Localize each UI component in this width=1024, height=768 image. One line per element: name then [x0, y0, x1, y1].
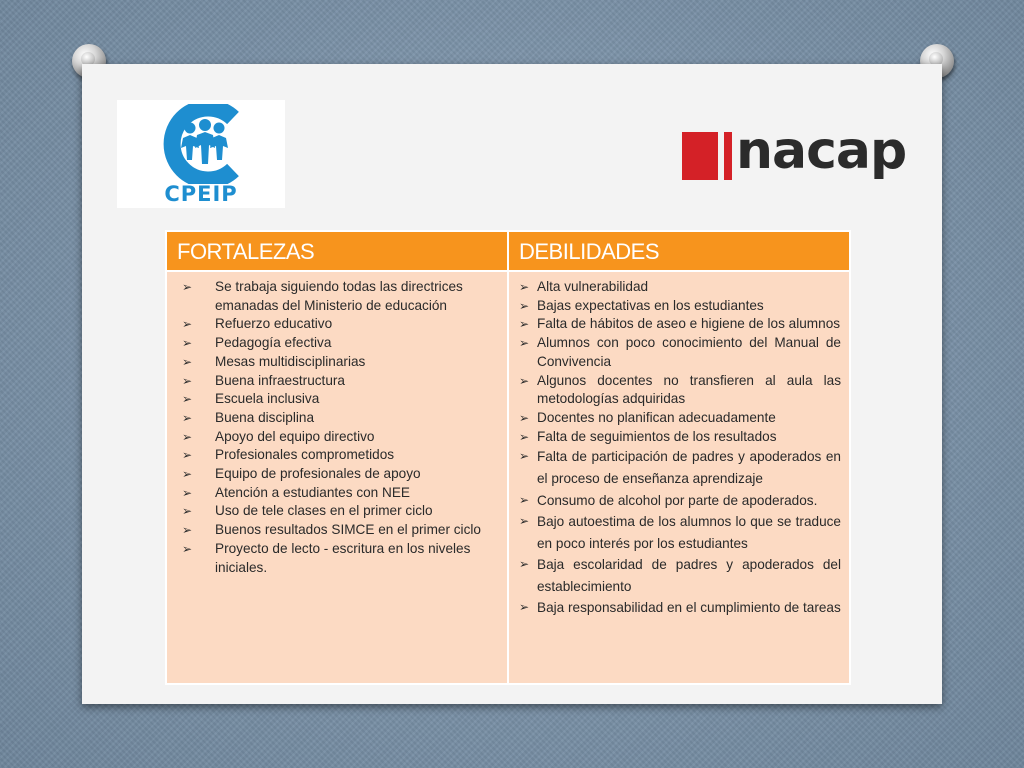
inacap-mark-icon	[682, 132, 732, 180]
arrow-bullet-icon: ➢	[182, 373, 193, 388]
arrow-bullet-icon: ➢	[182, 504, 193, 519]
arrow-bullet-icon: ➢	[519, 317, 530, 332]
list-item-text: Apoyo del equipo directivo	[215, 428, 375, 444]
list-item	[175, 372, 499, 391]
fortalezas-cell	[166, 271, 508, 684]
list-item	[517, 278, 841, 297]
debilidades-cell	[508, 271, 850, 684]
list-item	[175, 315, 499, 334]
list-item	[175, 334, 499, 353]
list-item-text: Bajas expectativas en los estudiantes	[537, 297, 764, 313]
list-item	[175, 409, 499, 428]
list-item	[175, 390, 499, 409]
cpeip-emblem-icon	[153, 104, 249, 184]
arrow-bullet-icon: ➢	[182, 541, 193, 556]
list-item	[517, 490, 841, 512]
list-item	[517, 334, 841, 371]
header-fortalezas: FORTALEZAS	[166, 231, 508, 271]
arrow-bullet-icon: ➢	[519, 410, 530, 425]
list-item-text: Atención a estudiantes con NEE	[215, 484, 410, 500]
list-item	[517, 372, 841, 409]
list-item-text: Falta de participación de padres y apoderados en el proceso de enseñanza aprendizaje	[537, 449, 841, 486]
list-item-text: Profesionales comprometidos	[215, 447, 395, 463]
list-item-text: Buena disciplina	[215, 409, 314, 425]
cpeip-logo-text: CPEIP	[164, 182, 238, 206]
list-item-text: Equipo de profesionales de apoyo	[215, 466, 421, 482]
list-item	[517, 446, 841, 489]
list-item-text: Bajo autoestima de los alumnos lo que se traduce en poco interés por los estudiantes	[537, 514, 841, 551]
list-item-text: Docentes no planifican adecuadamente	[537, 409, 776, 425]
arrow-bullet-icon: ➢	[182, 410, 193, 425]
list-item	[175, 502, 499, 521]
list-item	[517, 315, 841, 334]
list-item-text: Falta de seguimientos de los resultados	[537, 428, 777, 444]
arrow-bullet-icon: ➢	[519, 280, 530, 294]
arrow-bullet-icon: ➢	[182, 485, 193, 500]
list-item-text: Algunos docentes no transfieren al aula las metodologías adquiridas	[537, 372, 841, 407]
list-item-text: Consumo de alcohol por parte de apoderados.	[537, 492, 818, 508]
arrow-bullet-icon: ➢	[182, 280, 193, 294]
list-item	[517, 409, 841, 428]
header-debilidades: DEBILIDADES	[508, 231, 850, 271]
list-item	[517, 297, 841, 316]
list-item	[175, 278, 499, 315]
fortalezas-list	[175, 278, 499, 577]
list-item-text: Proyecto de lecto - escritura en los niveles iniciales.	[215, 540, 471, 575]
list-item-text: Falta de hábitos de aseo e higiene de los alumnos	[537, 316, 841, 332]
arrow-bullet-icon: ➢	[182, 317, 193, 332]
arrow-bullet-icon: ➢	[182, 467, 193, 482]
arrow-bullet-icon: ➢	[519, 429, 530, 444]
list-item-text: Baja responsabilidad en el cumplimiento de tareas	[537, 600, 841, 616]
list-item	[517, 511, 841, 554]
arrow-bullet-icon: ➢	[182, 336, 193, 351]
list-item-text: Pedagogía efectiva	[215, 335, 332, 351]
list-item-text: Buenos resultados SIMCE en el primer ciclo	[215, 522, 481, 538]
list-item	[175, 428, 499, 447]
arrow-bullet-icon: ➢	[519, 557, 530, 572]
inacap-logo	[682, 121, 914, 194]
list-item	[517, 554, 841, 597]
inacap-logo-text: nacap	[736, 121, 907, 181]
list-item-text: Se trabaja siguiendo todas las directrices emanadas del Ministerio de educación	[215, 279, 463, 313]
list-item	[175, 484, 499, 503]
arrow-bullet-icon: ➢	[182, 429, 193, 444]
arrow-bullet-icon: ➢	[519, 336, 530, 351]
list-item	[175, 521, 499, 540]
arrow-bullet-icon: ➢	[519, 492, 530, 507]
list-item	[175, 353, 499, 372]
list-item-text: Escuela inclusiva	[215, 391, 320, 407]
list-item-text: Uso de tele clases en el primer ciclo	[215, 503, 433, 519]
list-item-text: Buena infraestructura	[215, 372, 345, 388]
arrow-bullet-icon: ➢	[182, 523, 193, 538]
arrow-bullet-icon: ➢	[519, 514, 530, 529]
list-item	[175, 465, 499, 484]
cpeip-logo	[117, 100, 285, 208]
debilidades-list	[517, 278, 841, 619]
list-item-text: Alumnos con poco conocimiento del Manual de Convivencia	[537, 335, 841, 369]
list-item	[517, 597, 841, 619]
arrow-bullet-icon: ➢	[519, 449, 530, 464]
list-item-text: Baja escolaridad de padres y apoderados del establecimiento	[537, 557, 841, 594]
arrow-bullet-icon: ➢	[182, 448, 193, 463]
arrow-bullet-icon: ➢	[519, 298, 530, 313]
arrow-bullet-icon: ➢	[182, 392, 193, 407]
list-item-text: Refuerzo educativo	[215, 316, 333, 332]
list-item	[175, 446, 499, 465]
arrow-bullet-icon: ➢	[182, 354, 193, 369]
swot-table	[165, 230, 851, 685]
arrow-bullet-icon: ➢	[519, 373, 530, 388]
list-item-text: Mesas multidisciplinarias	[215, 353, 366, 369]
arrow-bullet-icon: ➢	[519, 600, 530, 615]
list-item-text: Alta vulnerabilidad	[537, 279, 649, 294]
list-item	[175, 540, 499, 577]
list-item	[517, 428, 841, 447]
